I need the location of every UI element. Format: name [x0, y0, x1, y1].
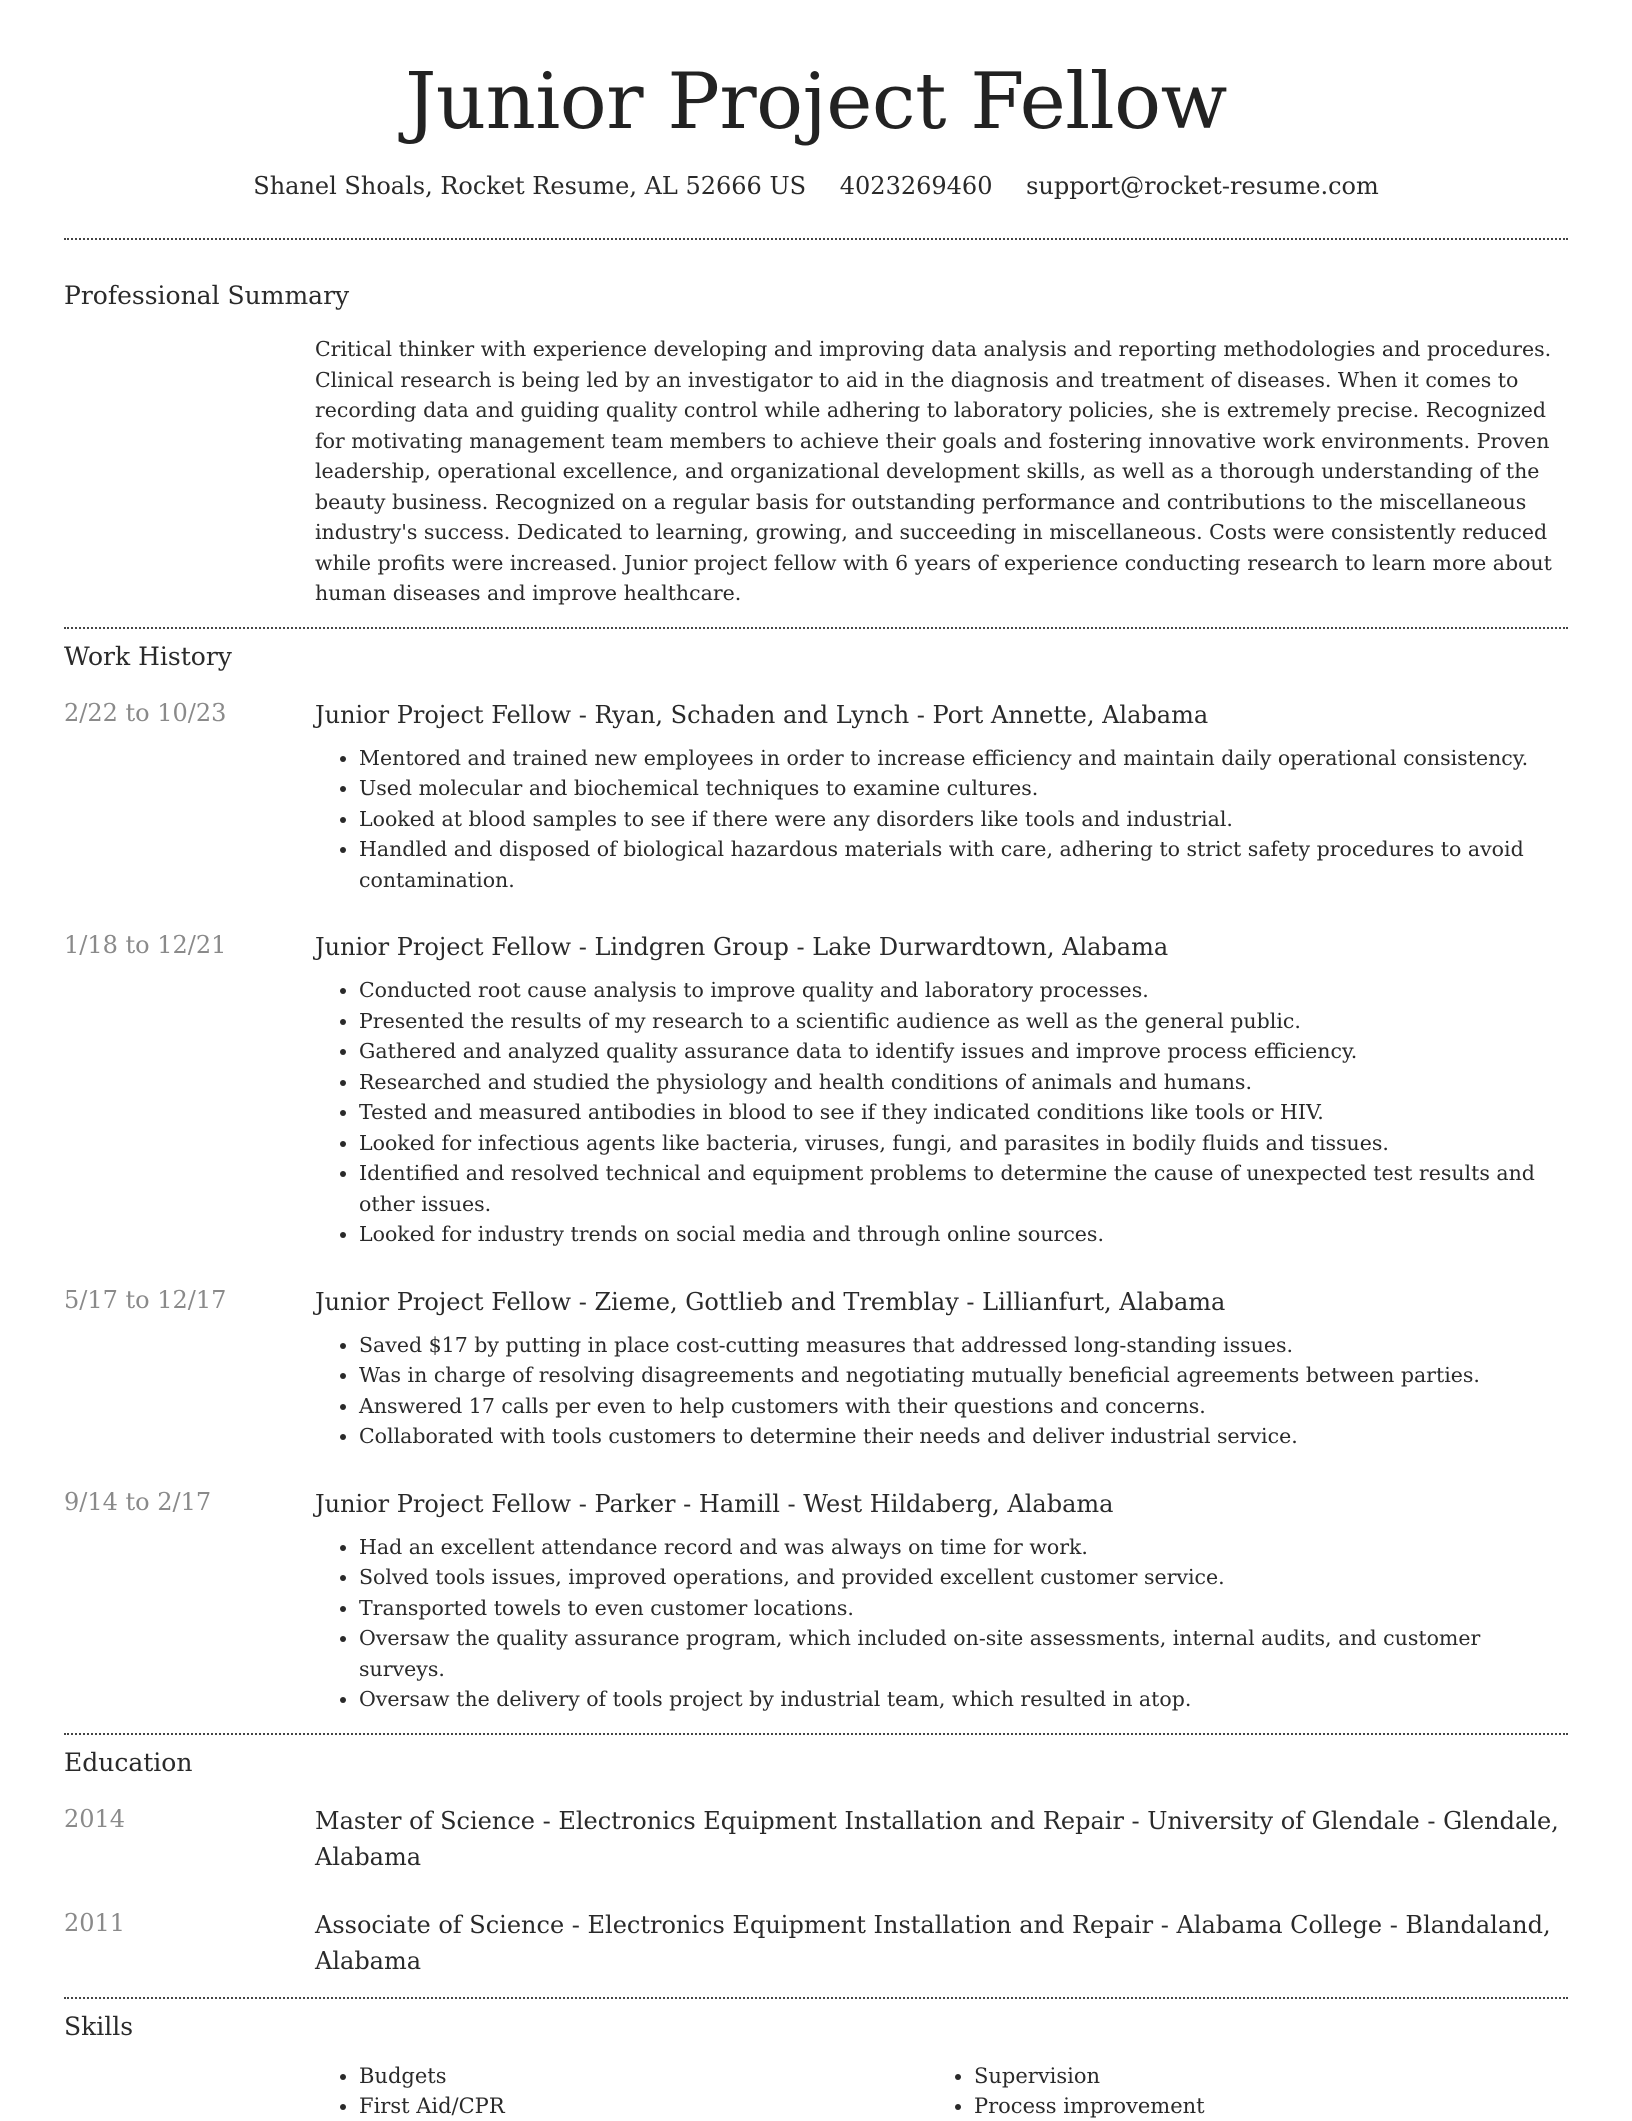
education-year: 2011: [64, 1908, 126, 1937]
job-bullet: • Saved $17 by putting in place cost-cutting measures that addressed long-standing issues.: [359, 1330, 1568, 1361]
job-bullet: • Collaborated with tools customers to determine their needs and deliver industrial service.: [359, 1421, 1568, 1452]
section-title-work-history: Work History: [64, 641, 232, 671]
degree-title: Master of Science - Electronics Equipment Installation and Repair - University of Glendale - Glendale, Alabama: [315, 1806, 1559, 1871]
job-entry: [64, 929, 1568, 1250]
divider: [64, 238, 1568, 240]
contact-email: support@rocket-resume.com: [1026, 172, 1379, 200]
skill-item: • Budgets: [359, 2061, 930, 2091]
divider: [64, 1997, 1568, 1999]
job-bullets: [315, 1532, 1568, 1715]
job-bullet: • Looked for infectious agents like bacteria, viruses, fungi, and parasites in bodily fluids and tissues.: [359, 1128, 1568, 1159]
job-title: Junior Project Fellow - Ryan, Schaden and Lynch - Port Annette, Alabama: [315, 700, 1209, 729]
contact-line: [64, 170, 1568, 202]
job-bullet: • Oversaw the delivery of tools project by industrial team, which resulted in atop.: [359, 1684, 1568, 1715]
job-bullet: • Tested and measured antibodies in blood to see if they indicated conditions like tools or HIV.: [359, 1097, 1568, 1128]
job-bullet: • Handled and disposed of biological hazardous materials with care, adhering to strict safety procedures to avoid contamination.: [359, 834, 1568, 895]
divider: [64, 627, 1568, 629]
contact-address: Shanel Shoals, Rocket Resume, AL 52666 US: [253, 172, 807, 200]
summary-text: Critical thinker with experience developing and improving data analysis and reporting methodologies and procedures. Clinical research is being led by an investigator to aid in the diagnosis and treatment of diseases. When it comes to recording data and guiding quality control while adhering to laboratory policies, she is extremely precise. Recognized for motivating management team members to achieve their goals and fostering innovative work environments. Proven leadership, operational excellence, and organizational development skills, as well as a thorough understanding of the beauty business. Recognized on a regular basis for outstanding performance and contributions to the miscellaneous industry's success. Dedicated to learning, growing, and succeeding in miscellaneous. Costs were consistently reduced while profits were increased. Junior project fellow with 6 years of experience conducting research to learn more about human diseases and improve healthcare.: [315, 337, 1552, 605]
job-bullet: • Solved tools issues, improved operations, and provided excellent customer service.: [359, 1562, 1568, 1593]
job-entry: [64, 1486, 1568, 1715]
job-bullet: • Used molecular and biochemical techniques to examine cultures.: [359, 773, 1568, 804]
skill-item: • Process improvement: [974, 2091, 1545, 2121]
job-dates: 9/14 to 2/17: [64, 1487, 212, 1516]
job-bullet: • Looked at blood samples to see if there were any disorders like tools and industrial.: [359, 804, 1568, 835]
skill-item: • Supervision: [974, 2061, 1545, 2091]
job-title: Junior Project Fellow - Lindgren Group - Lake Durwardtown, Alabama: [315, 933, 1169, 961]
job-bullets: [315, 743, 1568, 896]
skill-item: • First Aid/CPR: [359, 2091, 930, 2121]
job-body: [315, 1284, 1568, 1452]
job-bullets: [315, 1330, 1568, 1452]
job-bullet: • Transported towels to even customer locations.: [359, 1593, 1568, 1624]
education-body: [315, 1803, 1568, 1875]
resume-title: Junior Project Fellow: [405, 57, 1227, 147]
section-title-summary: Professional Summary: [64, 281, 350, 310]
job-bullet: • Looked for industry trends on social media and through online sources.: [359, 1219, 1568, 1250]
job-bullet: • Researched and studied the physiology and health conditions of animals and humans.: [359, 1067, 1568, 1098]
job-bullets: [315, 975, 1568, 1250]
job-dates: 2/22 to 10/23: [64, 698, 227, 727]
job-dates: 1/18 to 12/21: [64, 931, 227, 959]
education-body: [315, 1907, 1568, 1979]
divider: [64, 1733, 1568, 1735]
job-entry: [64, 1284, 1568, 1452]
job-body: [315, 697, 1568, 896]
job-bullet: • Mentored and trained new employees in order to increase efficiency and maintain daily operational consistency.: [359, 743, 1568, 774]
section-title-education: Education: [64, 1747, 193, 1777]
job-dates: 5/17 to 12/17: [64, 1285, 227, 1314]
contact-phone: 4023269460: [839, 172, 993, 200]
job-entry: [64, 697, 1568, 896]
education-year: 2014: [64, 1804, 126, 1833]
job-bullet: • Gathered and analyzed quality assurance data to identify issues and improve process efficiency.: [359, 1036, 1568, 1067]
job-bullet: • Presented the results of my research to a scientific audience as well as the general public.: [359, 1006, 1568, 1037]
education-entry: [64, 1803, 1568, 1875]
job-bullet: • Oversaw the quality assurance program, which included on-site assessments, internal audits, and customer surveys.: [359, 1623, 1568, 1684]
degree-title: Associate of Science - Electronics Equipment Installation and Repair - Alabama College - Blandaland, Alabama: [315, 1910, 1551, 1975]
job-bullet: • Answered 17 calls per even to help customers with their questions and concerns.: [359, 1391, 1568, 1422]
job-bullet: • Had an excellent attendance record and was always on time for work.: [359, 1532, 1568, 1563]
job-bullet: • Was in charge of resolving disagreements and negotiating mutually beneficial agreements between parties.: [359, 1360, 1568, 1391]
education-entry: [64, 1907, 1568, 1979]
job-bullet: • Identified and resolved technical and equipment problems to determine the cause of unexpected test results and other issues.: [359, 1158, 1568, 1219]
job-body: [315, 929, 1568, 1250]
job-bullet: • Conducted root cause analysis to improve quality and laboratory processes.: [359, 975, 1568, 1006]
job-title: Junior Project Fellow - Parker - Hamill - West Hildaberg, Alabama: [315, 1489, 1114, 1518]
section-title-skills: Skills: [64, 2011, 134, 2041]
job-title: Junior Project Fellow - Zieme, Gottlieb and Tremblay - Lillianfurt, Alabama: [315, 1287, 1226, 1316]
resume-page: [64, 0, 1568, 2121]
job-body: [315, 1486, 1568, 1715]
